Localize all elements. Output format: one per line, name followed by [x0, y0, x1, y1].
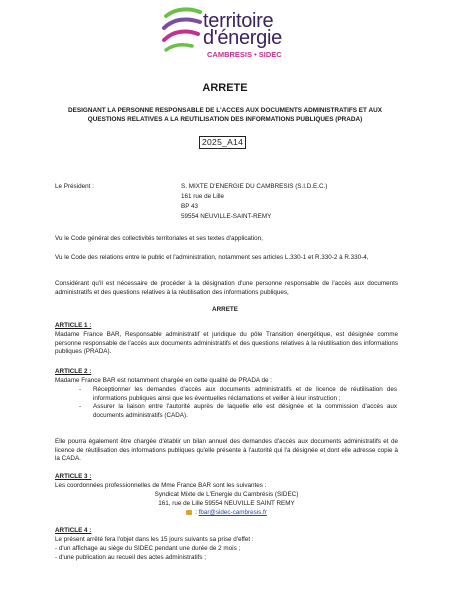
article3-heading: ARTICLE 3 :: [55, 473, 92, 480]
article4-line3: - d'une publication au recueil des actes administratifs ;: [55, 554, 207, 561]
article2-text: Elle pourra également être chargée d'établir un bilan annuel des demandes d'accès aux documents administratifs et de licence de réutilisation des informations publiques qu'elle présente à l'autorité qui l'a désignée et dont elle adresse copie à la CADA.: [55, 438, 398, 462]
article4-line2: - d'un affichage au siège du SIDEC pendant une durée de 2 mois ;: [55, 545, 241, 552]
president-label: Le Président :: [55, 183, 94, 190]
article3-intro: Les coordonnées professionnelles de Mme France BAR sont les suivantes :: [55, 482, 267, 489]
logo-text-line1: territoire: [203, 10, 274, 32]
president-bp: BP 43: [181, 203, 199, 210]
article1-heading: ARTICLE 1 :: [55, 322, 92, 329]
article3-email-line: [55, 509, 398, 518]
president-org: S. MIXTE D'ENERGIE DU CAMBRESIS (S.I.D.E.C.): [181, 183, 328, 190]
list-item: - Réceptionner les demandes d'accès aux documents administratifs et de licence de réutilisation des informations publiques ainsi que les éventuelles réclamations et veiller à leur instruction ;: [79, 386, 397, 403]
email-separator: :: [195, 509, 197, 516]
document-title: ARRETE: [202, 82, 248, 94]
logo-text-line3: CAMBRESIS • SIDEC: [207, 50, 282, 59]
president-street: 161 rue de Lille: [181, 193, 225, 200]
president-city: 59554 NEUVILLE-SAINT-REMY: [181, 213, 272, 220]
logo: [160, 6, 320, 66]
article2-heading: ARTICLE 2 :: [55, 368, 92, 375]
list-item: - Assurer la liaison entre l'autorité auprès de laquelle elle est désignée et la commission d'accès aux documents administratifs (CADA).: [79, 403, 397, 420]
document-subtitle: DESIGNANT LA PERSONNE RESPONSABLE DE L'ACCES AUX DOCUMENTS ADMINISTRATIFS ET AUX QUESTIONS RELATIVES A LA REUTILISATION DES INFORMATIONS PUBLIQUES (PRADA): [68, 107, 382, 123]
article3-org: Syndicat Mixte de L'Energie du Cambrésis (SIDEC): [154, 491, 299, 498]
logo-text-line2: d'énergie: [203, 27, 282, 49]
article4-line1: Le présent arrêté fera l'objet dans les 15 jours suivants sa prise d'effet :: [55, 536, 254, 543]
article2-bullet-list: [79, 386, 397, 420]
article2-intro: Madame France BAR est notamment chargée en cette qualité de PRADA de :: [55, 377, 273, 384]
logo-swoosh-icon: [160, 6, 204, 58]
reference-number: 2025_A14: [199, 136, 246, 149]
envelope-icon: [186, 510, 192, 515]
article1-text: Madame France BAR, Responsable administratif et juridique du pôle Transition énergétique, est désignée comme personne responsable de l'accès aux documents administratifs et des questions relatives à la réutilisation des informations publiques (PRADA).: [55, 331, 398, 355]
visa-cgct: Vu le Code général des collectivités territoriales et ses textes d'application,: [55, 235, 263, 242]
visa-considerant: Considérant qu'il est nécessaire de procéder à la désignation d'une personne responsable de l'accès aux documents administratifs et des questions relatives à la réutilisation des informations publiques,: [55, 280, 398, 296]
arrete-heading: ARRETE: [212, 306, 238, 313]
article4-heading: ARTICLE 4 :: [55, 527, 92, 534]
visa-crpa: Vu le Code des relations entre le public et l'administration, notamment ses articles L.330-1 et R.330-2 à R.330-4,: [55, 254, 369, 261]
article3-address: 161, rue de Lille 59554 NEUVILLE SAINT REMY: [158, 500, 295, 507]
email-link[interactable]: fbar@sidec-cambresis.fr: [198, 509, 267, 516]
